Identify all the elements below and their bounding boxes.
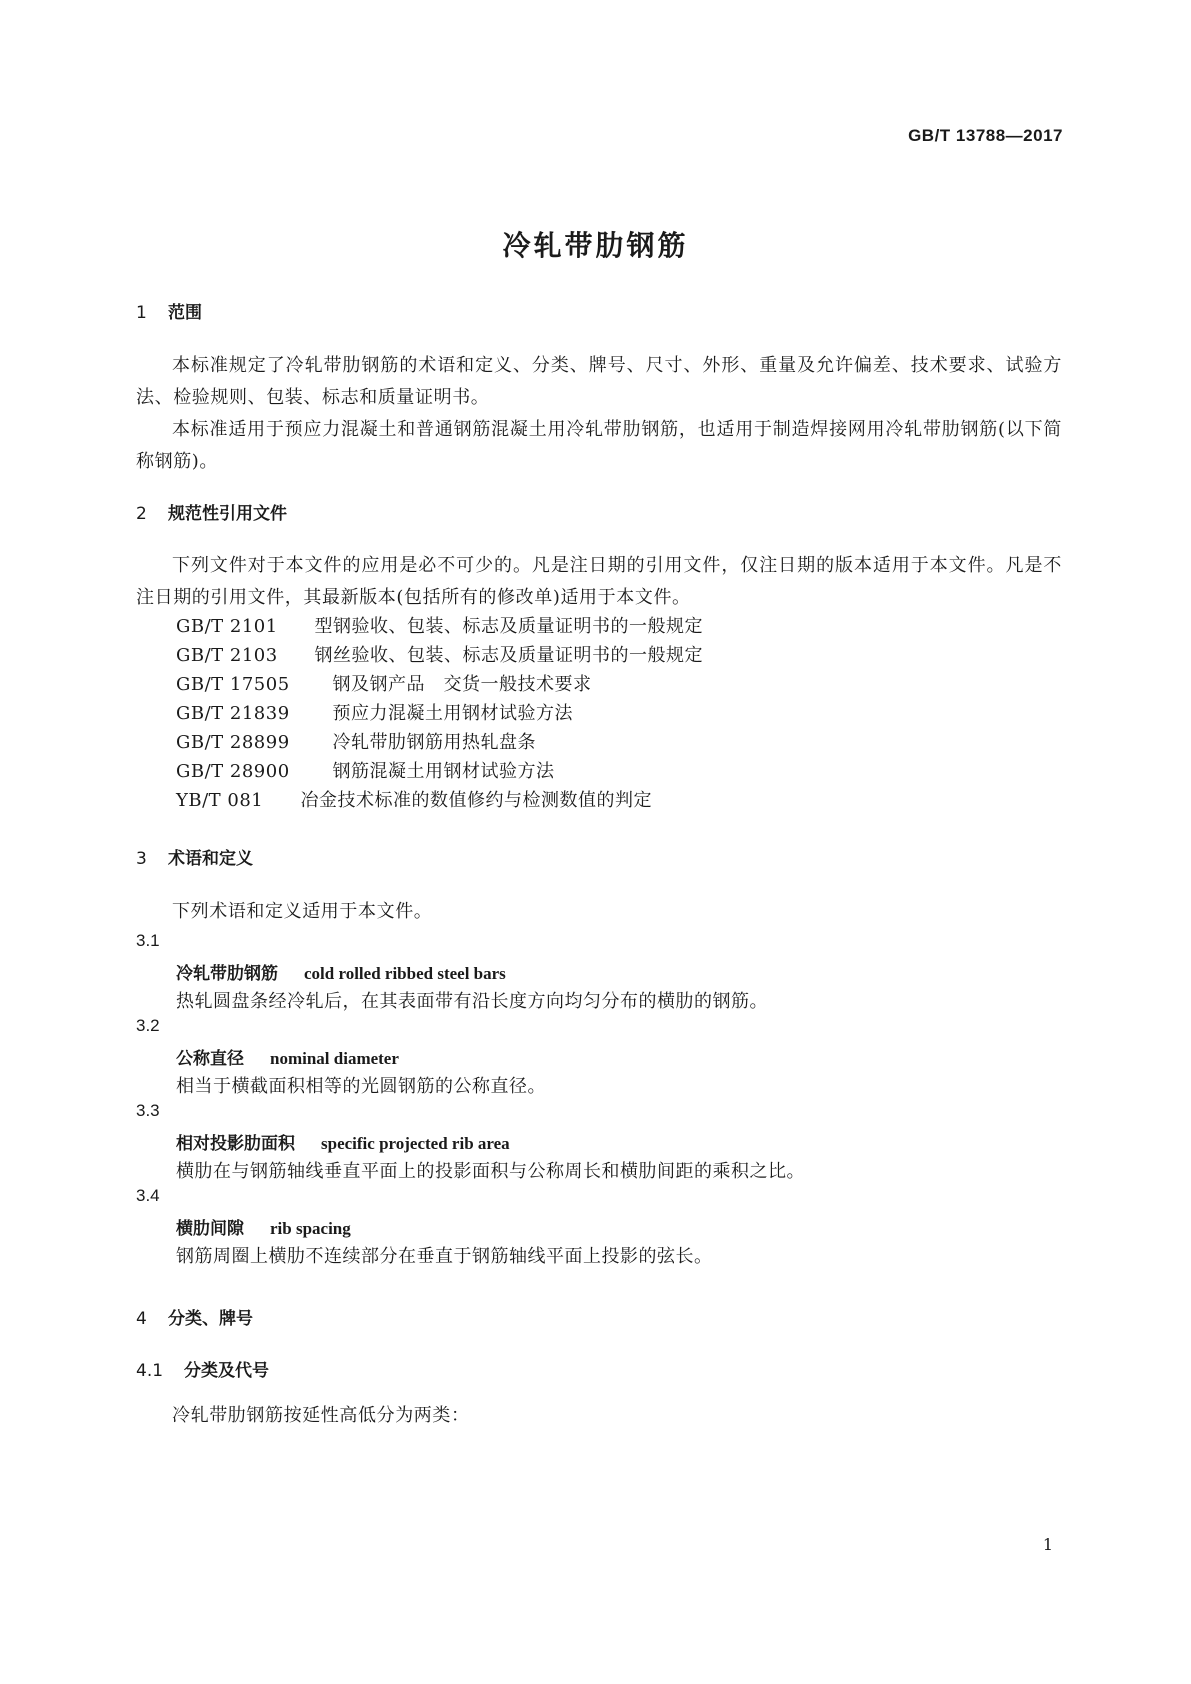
section-heading-1 bbox=[136, 298, 1062, 323]
term-name bbox=[176, 1214, 351, 1239]
reference-title: 钢筋混凝土用钢材试验方法 bbox=[332, 761, 555, 782]
term-name bbox=[176, 1129, 510, 1154]
reference-title: 钢丝验收、包装、标志及质量证明书的一般规定 bbox=[314, 645, 703, 666]
reference-item bbox=[176, 612, 703, 638]
section-number: 4.1 bbox=[136, 1361, 164, 1381]
reference-item bbox=[176, 757, 555, 783]
section-number: 4 bbox=[136, 1309, 147, 1329]
term-name-zh: 冷轧带肋钢筋 bbox=[176, 964, 278, 984]
reference-item bbox=[176, 670, 592, 696]
reference-code: GB/T 2101 bbox=[176, 616, 278, 637]
section-title: 分类、牌号 bbox=[168, 1309, 253, 1329]
term-name-zh: 横肋间隙 bbox=[176, 1219, 244, 1239]
reference-code: GB/T 28900 bbox=[176, 761, 290, 782]
reference-code: GB/T 28899 bbox=[176, 732, 290, 753]
term-definition: 热轧圆盘条经冷轧后，在其表面带有沿长度方向均匀分布的横肋的钢筋。 bbox=[176, 991, 768, 1012]
section-title: 范围 bbox=[168, 303, 202, 323]
section-number: 1 bbox=[136, 303, 147, 323]
paragraph-scope-2: 本标准适用于预应力混凝土和普通钢筋混凝土用冷轧带肋钢筋，也适用于制造焊接网用冷轧带肋钢筋(以下简称钢筋)。 bbox=[136, 419, 1062, 472]
reference-title: 型钢验收、包装、标志及质量证明书的一般规定 bbox=[314, 616, 703, 637]
document-title: 冷轧带肋钢筋 bbox=[502, 229, 689, 262]
reference-title: 钢及钢产品 交货一般技术要求 bbox=[332, 674, 592, 695]
term-definition: 相当于横截面积相等的光圆钢筋的公称直径。 bbox=[176, 1076, 546, 1097]
term-definition: 钢筋周圈上横肋不连续部分在垂直于钢筋轴线平面上投影的弦长。 bbox=[176, 1246, 713, 1267]
reference-code: GB/T 21839 bbox=[176, 703, 290, 724]
term-number: 3.2 bbox=[136, 1016, 160, 1035]
term-name-zh: 相对投影肋面积 bbox=[176, 1134, 295, 1154]
paragraph-terms-intro: 下列术语和定义适用于本文件。 bbox=[172, 901, 433, 922]
paragraph-scope-1: 本标准规定了冷轧带肋钢筋的术语和定义、分类、牌号、尺寸、外形、重量及允许偏差、技术要求、试验方法、检验规则、包装、标志和质量证明书。 bbox=[136, 355, 1062, 408]
section-title: 规范性引用文件 bbox=[168, 504, 287, 524]
term-definition: 横肋在与钢筋轴线垂直平面上的投影面积与公称周长和横肋间距的乘积之比。 bbox=[176, 1161, 805, 1182]
term-name-zh: 公称直径 bbox=[176, 1049, 244, 1069]
section-title: 分类及代号 bbox=[184, 1361, 269, 1381]
standard-number: GB/T 13788—2017 bbox=[908, 126, 1063, 145]
reference-code: YB/T 081 bbox=[176, 790, 264, 811]
term-name-en: rib spacing bbox=[270, 1219, 351, 1238]
reference-item bbox=[176, 786, 652, 812]
term-name-en: nominal diameter bbox=[270, 1049, 399, 1068]
reference-code: GB/T 17505 bbox=[176, 674, 290, 695]
term-name-en: specific projected rib area bbox=[321, 1134, 510, 1153]
reference-title: 预应力混凝土用钢材试验方法 bbox=[332, 703, 573, 724]
section-heading-3 bbox=[136, 844, 1062, 869]
term-name bbox=[176, 959, 506, 984]
term-number: 3.4 bbox=[136, 1186, 160, 1205]
term-name bbox=[176, 1044, 399, 1069]
term-number: 3.3 bbox=[136, 1101, 160, 1120]
term-number: 3.1 bbox=[136, 931, 160, 950]
reference-title: 冶金技术标准的数值修约与检测数值的判定 bbox=[300, 790, 652, 811]
page-number: 1 bbox=[1042, 1535, 1053, 1554]
subsection-heading-4-1 bbox=[136, 1356, 1062, 1381]
reference-code: GB/T 2103 bbox=[176, 645, 278, 666]
reference-title: 冷轧带肋钢筋用热轧盘条 bbox=[332, 732, 536, 753]
paragraph-references-intro: 下列文件对于本文件的应用是必不可少的。凡是注日期的引用文件，仅注日期的版本适用于本文件。凡是不注日期的引用文件，其最新版本(包括所有的修改单)适用于本文件。 bbox=[136, 555, 1062, 608]
reference-item bbox=[176, 699, 573, 725]
term-name-en: cold rolled ribbed steel bars bbox=[304, 964, 506, 983]
section-title: 术语和定义 bbox=[168, 849, 253, 869]
reference-item bbox=[176, 641, 703, 667]
paragraph-classification: 冷轧带肋钢筋按延性高低分为两类： bbox=[172, 1405, 470, 1426]
section-heading-2 bbox=[136, 499, 1062, 524]
reference-item bbox=[176, 728, 536, 754]
section-number: 2 bbox=[136, 504, 147, 524]
section-heading-4 bbox=[136, 1304, 1062, 1329]
section-number: 3 bbox=[136, 849, 147, 869]
